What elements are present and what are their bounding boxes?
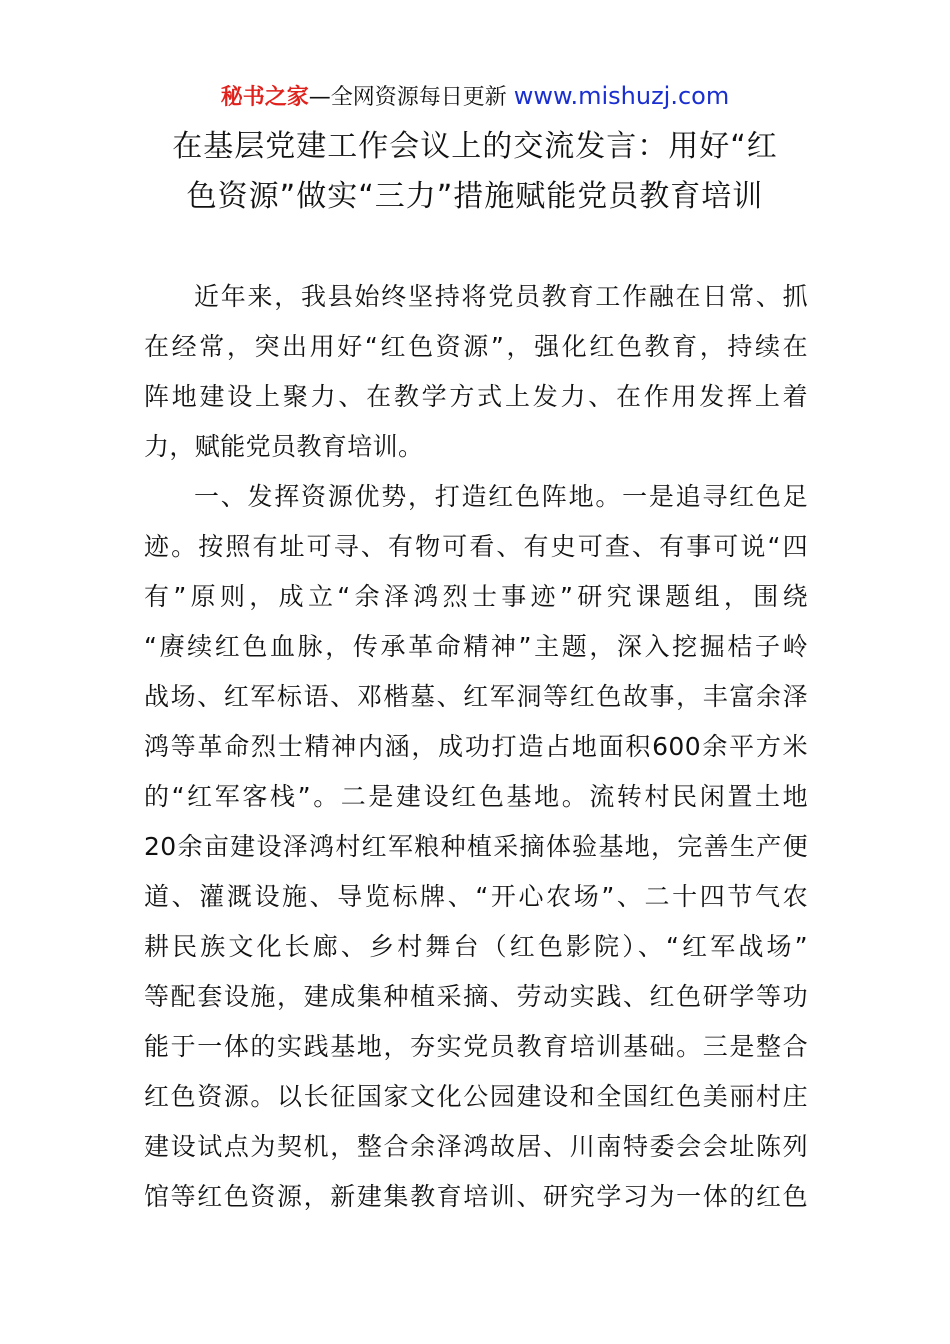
paragraph-line: 在经常，突出用好“红色资源”，强化红色教育，持续在 [144,332,808,361]
brand-name: 秘书之家 [220,85,309,110]
paragraph-line: 一、发挥资源优势，打造红色阵地。一是追寻红色足 [194,482,808,511]
title-line: 在基层党建工作会议上的交流发言：用好“红 [172,129,778,164]
site-url[interactable]: www.mishuzj.com [513,82,730,110]
paragraph-line: 馆等红色资源，新建集教育培训、研究学习为一体的红色 [144,1182,808,1211]
paragraph-line: 鸿等革命烈士精神内涵，成功打造占地面积600余平方米 [144,732,808,761]
document-body [144,272,808,1222]
paragraph-intro [144,272,808,472]
paragraph-line: 等配套设施，建成集种植采摘、劳动实践、红色研学等功 [144,982,808,1011]
header-tagline: —全网资源每日更新 [308,85,514,110]
title-line: 色资源”做实“三力”措施赋能党员教育培训 [186,179,764,214]
paragraph-line: 道、灌溉设施、导览标牌、“开心农场”、二十四节气农 [144,882,808,911]
paragraph-section-one [144,472,808,1222]
paragraph-line: 阵地建设上聚力、在教学方式上发力、在作用发挥上着 [144,382,808,411]
paragraph-line: 20余亩建设泽鸿村红军粮种植采摘体验基地，完善生产便 [144,832,808,861]
paragraph-line: 建设试点为契机，整合余泽鸿故居、川南特委会会址陈列 [144,1132,808,1161]
paragraph-line: 耕民族文化长廊、乡村舞台（红色影院）、“红军战场” [144,932,808,961]
paragraph-line: 有”原则，成立“余泽鸿烈士事迹”研究课题组，围绕 [144,582,808,611]
paragraph-line: 红色资源。以长征国家文化公园建设和全国红色美丽村庄 [144,1082,808,1111]
paragraph-line: 的“红军客栈”。二是建设红色基地。流转村民闲置土地 [144,782,808,811]
paragraph-line: 战场、红军标语、邓楷墓、红军洞等红色故事，丰富余泽 [144,682,808,711]
paragraph-line: 力，赋能党员教育培训。 [144,432,424,461]
document-title [110,122,840,222]
paragraph-line: 近年来，我县始终坚持将党员教育工作融在日常、抓 [194,282,808,311]
paragraph-line: 迹。按照有址可寻、有物可看、有史可查、有事可说“四 [144,532,808,561]
paragraph-line: “赓续红色血脉，传承革命精神”主题，深入挖掘桔子岭 [144,632,808,661]
paragraph-line: 能于一体的实践基地，夯实党员教育培训基础。三是整合 [144,1032,808,1061]
site-header [0,80,950,114]
